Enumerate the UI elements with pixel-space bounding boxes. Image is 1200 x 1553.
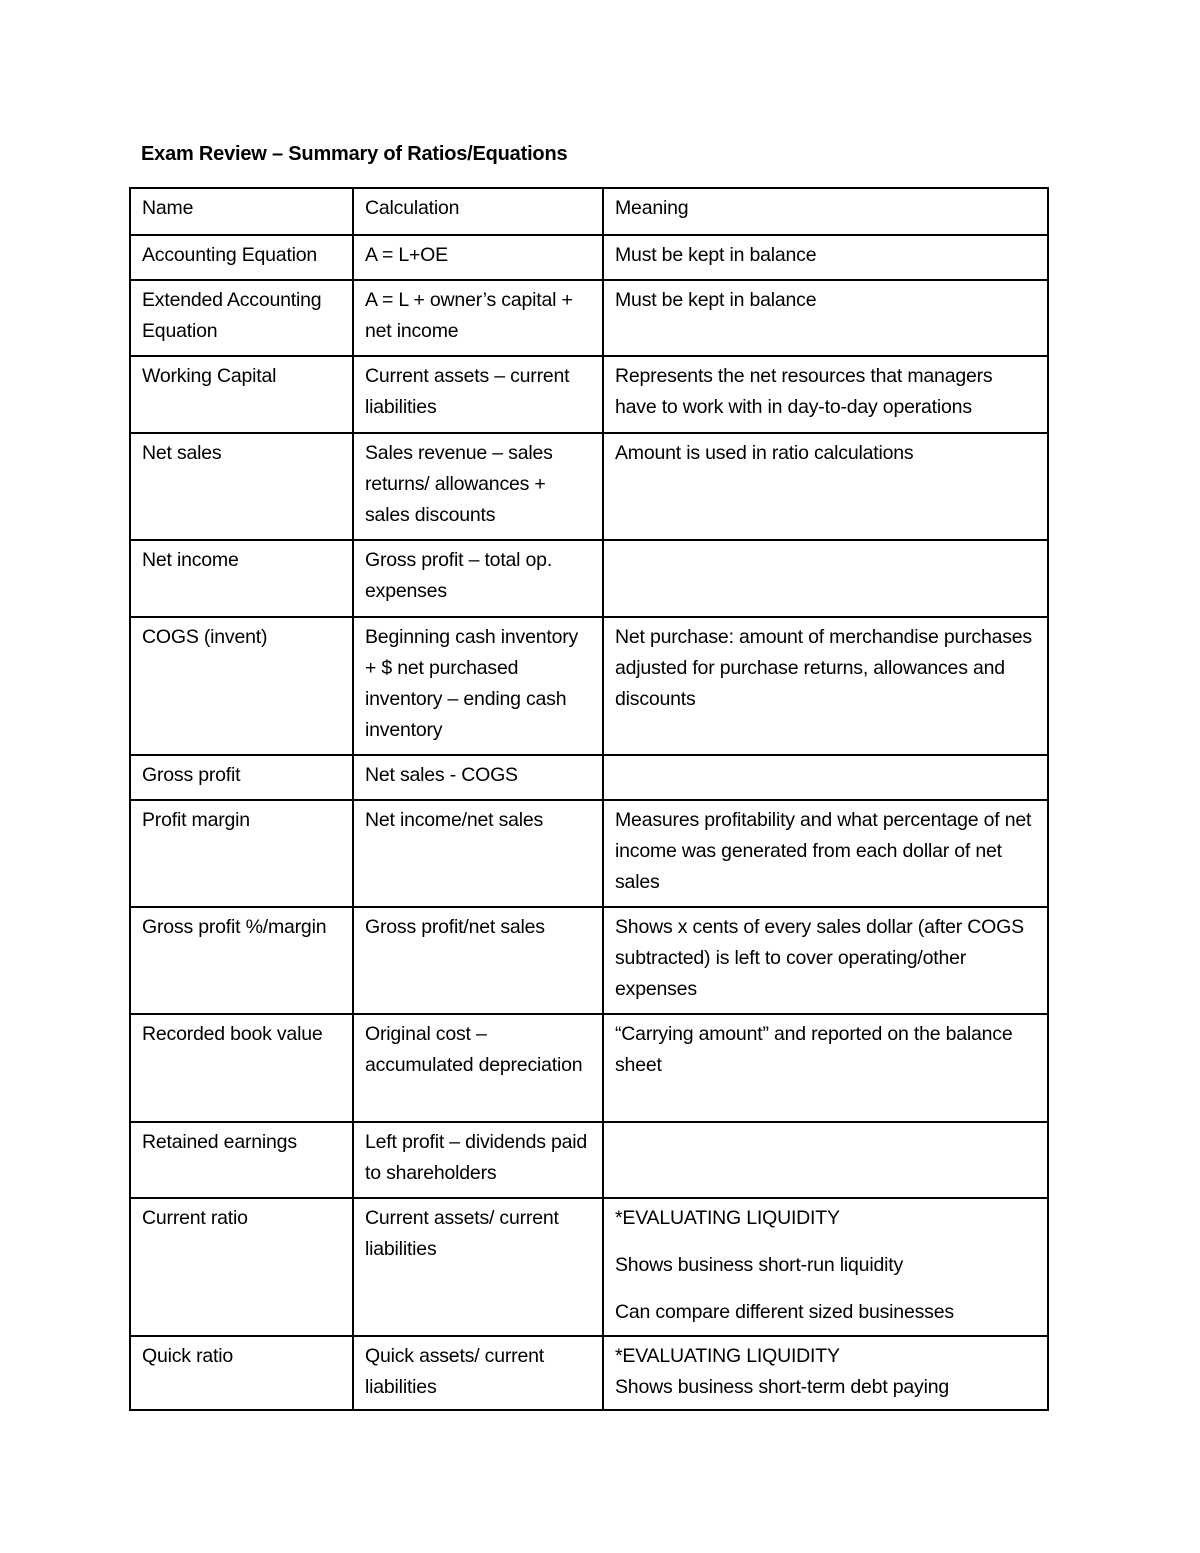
table-row <box>130 617 1048 755</box>
table-row <box>130 1014 1048 1122</box>
row-name: Net sales <box>130 433 353 540</box>
meaning-line: Must be kept in balance <box>615 244 817 266</box>
row-calculation: Gross profit – total op. expenses <box>353 540 603 617</box>
row-meaning <box>603 1014 1048 1122</box>
row-meaning <box>603 1122 1048 1198</box>
row-meaning <box>603 356 1048 433</box>
row-name: Recorded book value <box>130 1014 353 1122</box>
table-header-row <box>130 188 1048 235</box>
row-meaning <box>603 280 1048 356</box>
meaning-line: Shows business short-run liquidity <box>615 1254 904 1276</box>
meaning-line: Shows x cents of every sales dollar (after COGS subtracted) is left to cover operating/other expenses <box>615 916 1024 1000</box>
table-row <box>130 433 1048 540</box>
row-calculation: Current assets/ current liabilities <box>353 1198 603 1336</box>
row-name: Gross profit %/margin <box>130 907 353 1014</box>
row-meaning <box>603 800 1048 907</box>
row-meaning <box>603 1198 1048 1336</box>
row-calculation: Sales revenue – sales returns/ allowances + sales discounts <box>353 433 603 540</box>
row-name: Accounting Equation <box>130 235 353 280</box>
table-row <box>130 1336 1048 1410</box>
meaning-line: “Carrying amount” and reported on the balance sheet <box>615 1023 1013 1076</box>
row-name: Net income <box>130 540 353 617</box>
table-row <box>130 800 1048 907</box>
row-meaning <box>603 907 1048 1014</box>
row-calculation: A = L + owner’s capital + net income <box>353 280 603 356</box>
row-calculation: Beginning cash inventory + $ net purchased inventory – ending cash inventory <box>353 617 603 755</box>
table-row <box>130 907 1048 1014</box>
row-calculation: Original cost – accumulated depreciation <box>353 1014 603 1122</box>
row-calculation: Gross profit/net sales <box>353 907 603 1014</box>
row-meaning <box>603 755 1048 800</box>
table-row <box>130 540 1048 617</box>
table-row <box>130 755 1048 800</box>
meaning-line: *EVALUATING LIQUIDITY <box>615 1207 840 1229</box>
row-name: Gross profit <box>130 755 353 800</box>
table-row <box>130 280 1048 356</box>
row-name: COGS (invent) <box>130 617 353 755</box>
row-meaning <box>603 1336 1048 1410</box>
meaning-line: Net purchase: amount of merchandise purchases adjusted for purchase returns, allowances and discounts <box>615 626 1032 710</box>
meaning-line: Measures profitability and what percentage of net income was generated from each dollar of net sales <box>615 809 1032 893</box>
row-calculation: A = L+OE <box>353 235 603 280</box>
row-meaning <box>603 540 1048 617</box>
page-title: Exam Review – Summary of Ratios/Equations <box>141 143 568 165</box>
row-name: Profit margin <box>130 800 353 907</box>
row-meaning <box>603 235 1048 280</box>
row-name: Retained earnings <box>130 1122 353 1198</box>
row-calculation: Quick assets/ current liabilities <box>353 1336 603 1410</box>
row-calculation: Left profit – dividends paid to shareholders <box>353 1122 603 1198</box>
ratios-table <box>129 187 1049 1411</box>
meaning-line: Shows business short-term debt paying <box>615 1376 950 1398</box>
table-row <box>130 356 1048 433</box>
header-name: Name <box>130 188 353 235</box>
row-name: Extended Accounting Equation <box>130 280 353 356</box>
header-calculation: Calculation <box>353 188 603 235</box>
row-calculation: Current assets – current liabilities <box>353 356 603 433</box>
row-meaning <box>603 617 1048 755</box>
row-name: Quick ratio <box>130 1336 353 1410</box>
meaning-line: Can compare different sized businesses <box>615 1301 954 1323</box>
row-calculation: Net income/net sales <box>353 800 603 907</box>
meaning-line: *EVALUATING LIQUIDITY <box>615 1345 840 1367</box>
table-row <box>130 1198 1048 1336</box>
row-name: Current ratio <box>130 1198 353 1336</box>
row-calculation: Net sales - COGS <box>353 755 603 800</box>
meaning-line: Must be kept in balance <box>615 289 817 311</box>
table-row <box>130 1122 1048 1198</box>
meaning-line: Amount is used in ratio calculations <box>615 442 914 464</box>
row-name: Working Capital <box>130 356 353 433</box>
meaning-line: Represents the net resources that managers have to work with in day-to-day operations <box>615 365 993 418</box>
row-meaning <box>603 433 1048 540</box>
table-row <box>130 235 1048 280</box>
header-meaning: Meaning <box>603 188 1048 235</box>
